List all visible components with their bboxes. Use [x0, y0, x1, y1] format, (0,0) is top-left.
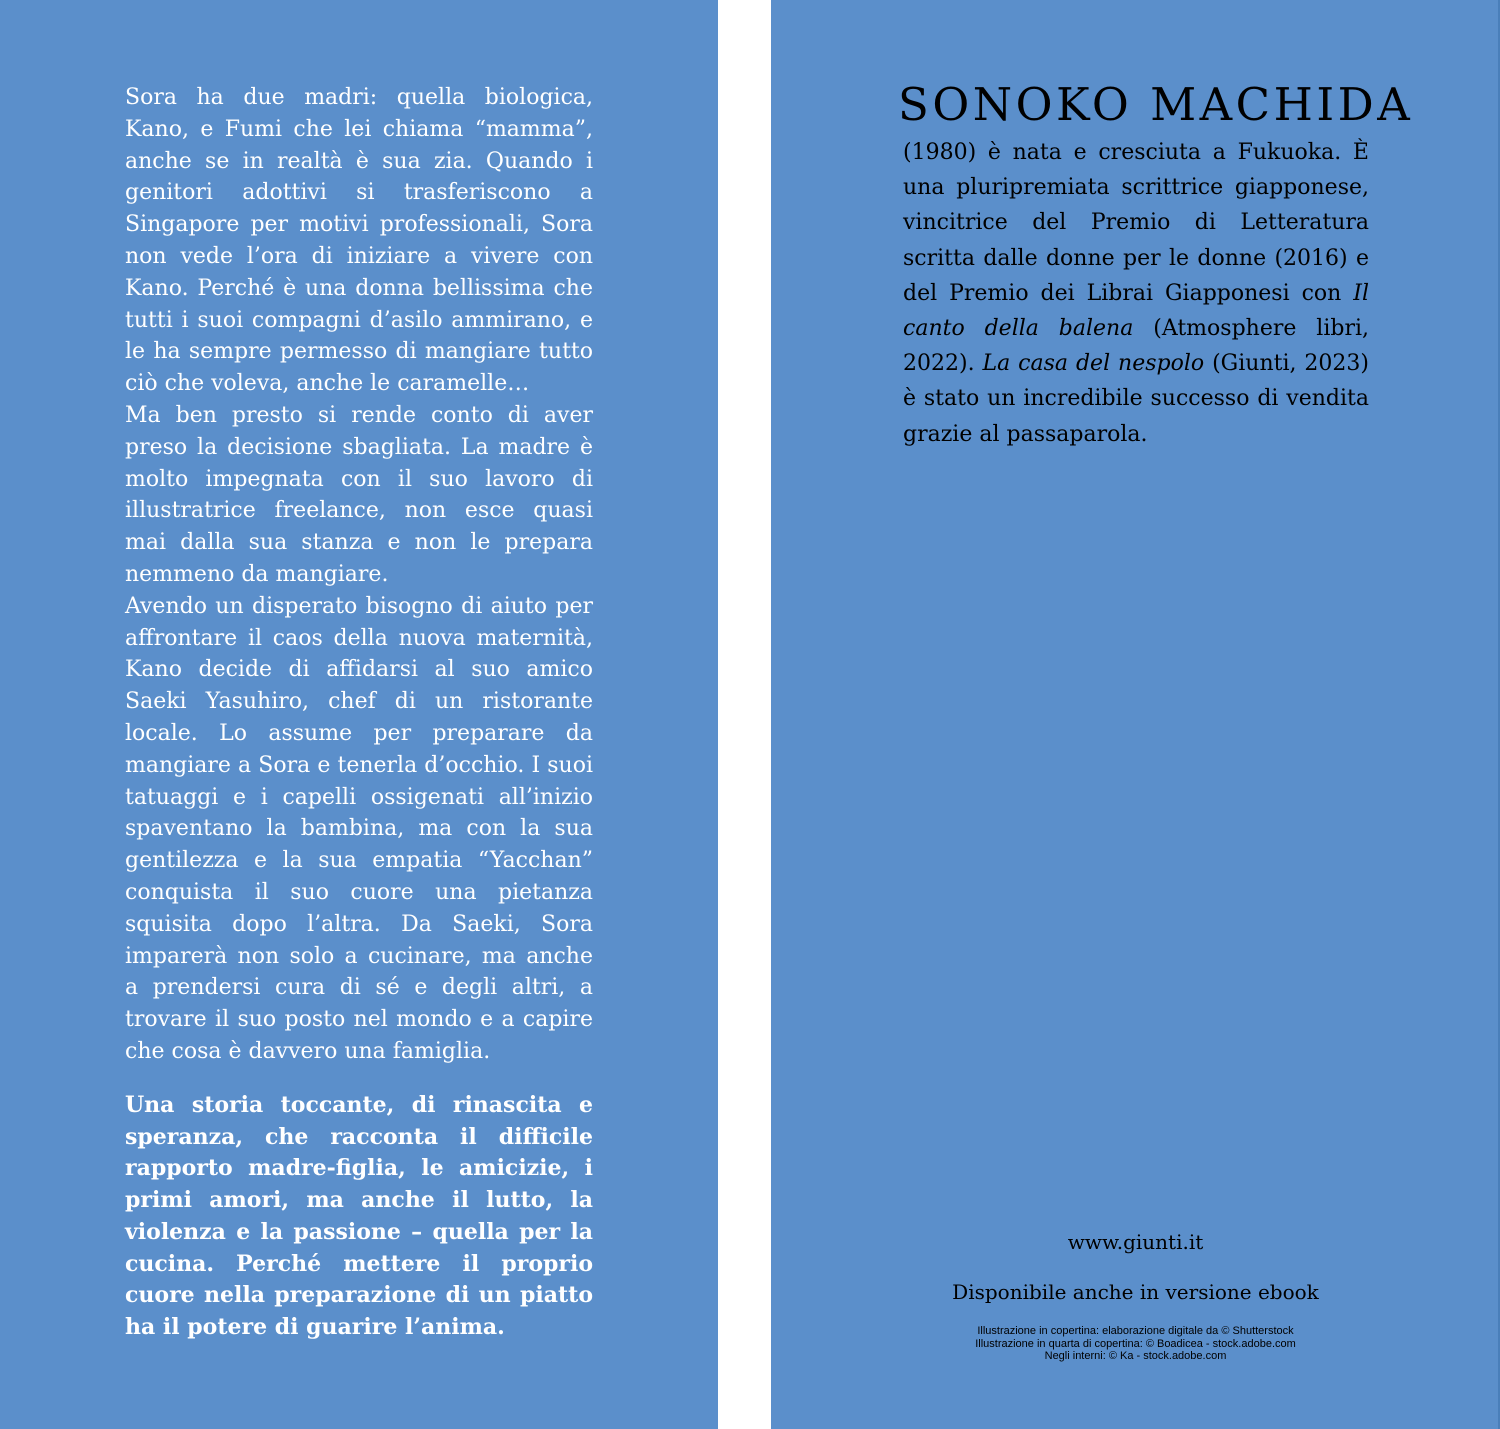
image-credits: [771, 1325, 1500, 1363]
closing-paragraph: Una storia toccante, di rinascita e speranza, che racconta il difficile rapporto madre-figlia, le amicizie, i primi amori, ma anche il lutto, la violenza e la passione – quella per la cucina. Perché mettere il proprio cuore nella preparazione di un piatto ha il potere di guarire l’anima.: [125, 1091, 593, 1341]
synopsis-paragraph: Avendo un disperato bisogno di aiuto per affrontare il caos della nuova maternità, Kano decide di affidarsi al suo amico Saeki Yasuhiro, chef di un ristorante locale. Lo assume per preparare da mangiare a Sora e tenerla d’occhio. I suoi tatuaggi e i capelli ossigenati all’inizio spaventano la bambina, ma con la sua gentilezza e la sua empatia “Yacchan” conquista il suo cuore una pietanza squisita dopo l’altra. Da Saeki, Sora imparerà non solo a cucinare, ma anche a prendersi cura di sé e degli altri, a trovare il suo posto nel mondo e a capire che cosa è davvero una famiglia.: [125, 593, 593, 1064]
credit-line: Illustrazione in copertina: elaborazione digitale da © Shutterstock: [977, 1325, 1294, 1337]
back-cover-panel: [0, 0, 718, 1429]
credit-line: Illustrazione in quarta di copertina: © Boadicea - stock.adobe.com: [975, 1337, 1296, 1350]
author-bio-text: (Giunti, 2023) è stato un incredibile successo di vendita grazie al passaparola.: [903, 351, 1369, 447]
synopsis-paragraph: Sora ha due madri: quella biologica, Kano, e Fumi che lei chiama “mamma”, anche se in realtà è sua zia. Quando i genitori adottivi si trasferiscono a Singapore per motivi professionali, Sora non vede l’ora di iniziare a vivere con Kano. Perché è una donna bellissima che tutti i suoi compagni d’asilo ammirano, e le ha sempre permesso di mangiare tutto ciò che voleva, anche le caramelle…: [125, 85, 593, 397]
synopsis-paragraph: Ma ben presto si rende conto di aver preso la decisione sbagliata. La madre è molto impegnata con il suo lavoro di illustratrice freelance, non esce quasi mai dalla sua stanza e non le prepara nemmeno da mangiare.: [125, 402, 593, 587]
author-name: SONOKO MACHIDA: [898, 78, 1414, 131]
book-title-il-canto-della-balena: Il canto della balena: [903, 280, 1369, 342]
credit-line: Negli interni: © Ka - stock.adobe.com: [1044, 1350, 1227, 1362]
author-bio: [903, 135, 1369, 452]
synopsis-text: [125, 82, 593, 1344]
author-bio-text: (Atmosphere libri, 2022).: [903, 316, 1369, 377]
publisher-website: www.giunti.it: [1067, 1230, 1204, 1254]
ebook-availability-note: Disponibile anche in versione ebook: [952, 1280, 1319, 1304]
book-title-la-casa-del-nespolo: La casa del nespolo: [982, 351, 1205, 377]
author-bio-text: (1980) è nata e cresciuta a Fukuoka. È una pluripremiata scrittrice giapponese, vincitrice del Premio di Letteratura scritta dalle donne per le donne (2016) e del Premio dei Librai Giapponesi con: [903, 140, 1369, 306]
